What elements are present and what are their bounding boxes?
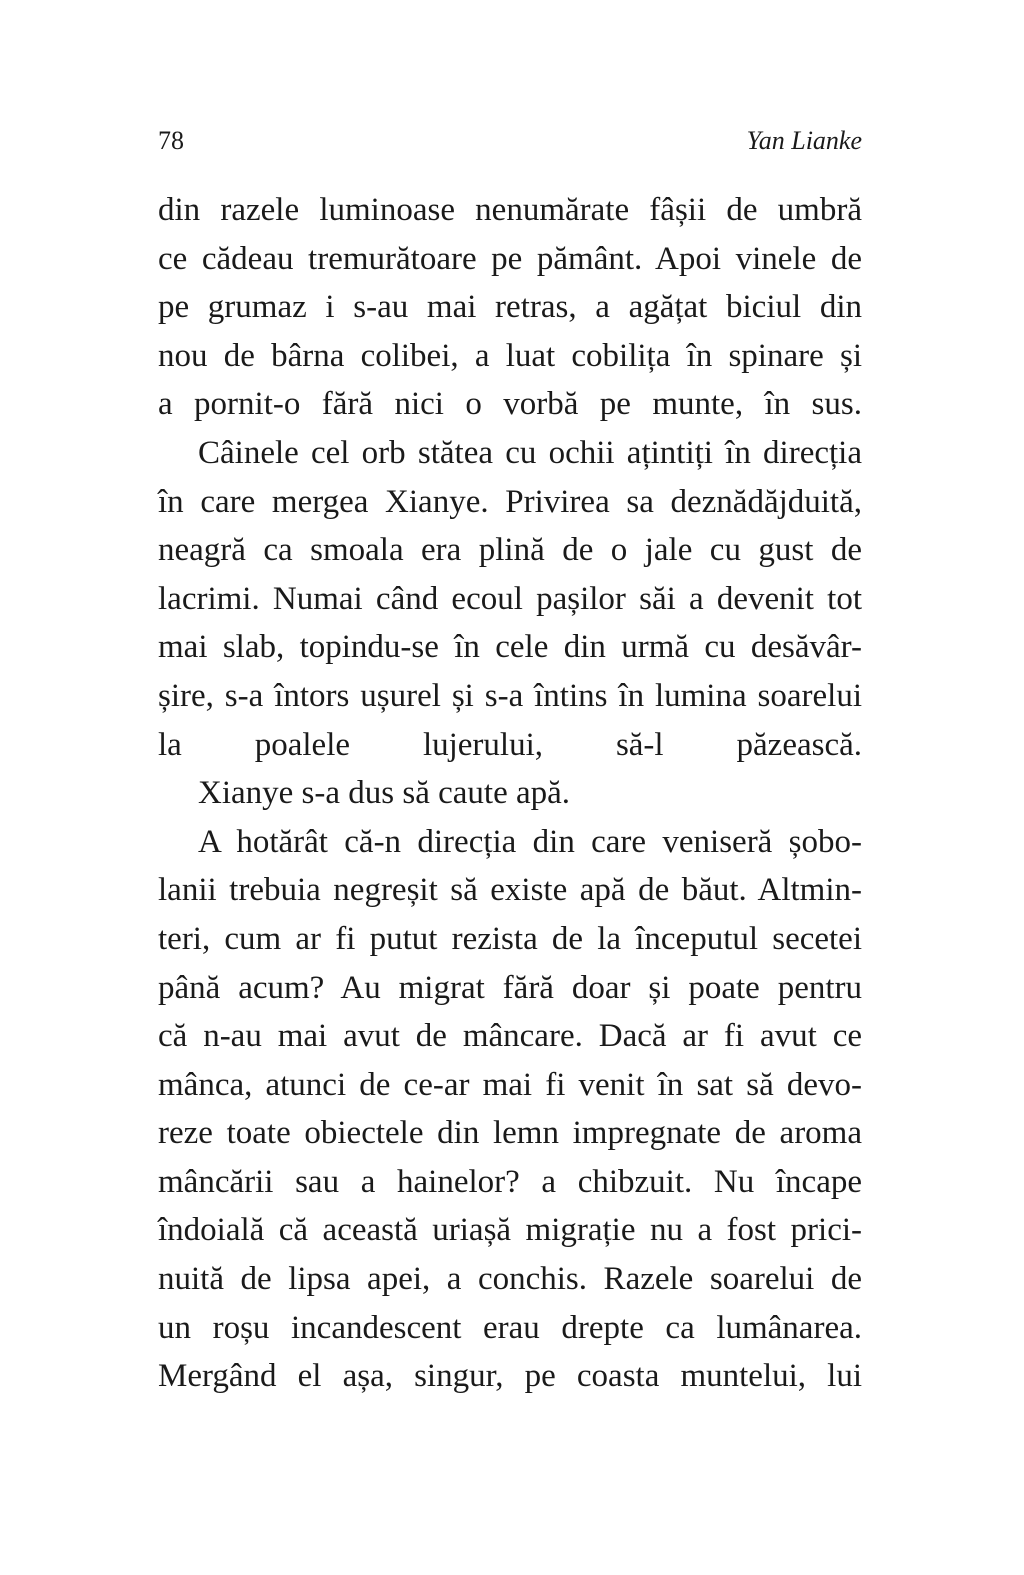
text-line: teri, cum ar fi putut rezista de la începutul secetei — [158, 920, 862, 957]
page-number: 78 — [158, 126, 184, 155]
text-line: ce cădeau tremurătoare pe pământ. Apoi vinele de — [158, 240, 862, 277]
text-line: neagră ca smoala era plină de o jale cu gust de — [158, 532, 862, 569]
text-line: Câinele cel orb stătea cu ochii ațintiți în direcția — [198, 434, 862, 471]
text-line: Mergând el așa, singur, pe coasta muntelui, lui — [158, 1358, 862, 1395]
text-line: la poalele lujerului, să-l păzească. — [158, 726, 862, 763]
text-line: șire, s-a întors ușurel și s-a întins în lumina soarelui — [158, 677, 862, 714]
text-line: lacrimi. Numai când ecoul pașilor săi a devenit tot — [158, 580, 862, 617]
paragraph — [158, 429, 862, 769]
text-line: îndoială că această uriașă migrație nu a fost prici- — [158, 1212, 862, 1249]
text-line: că n-au mai avut de mâncare. Dacă ar fi avut ce — [158, 1018, 862, 1055]
body-text — [158, 186, 862, 1401]
text-line: reze toate obiectele din lemn impregnate de aroma — [158, 1115, 862, 1152]
text-line: a pornit-o fără nici o vorbă pe munte, în sus. — [158, 386, 862, 423]
text-line: mânca, atunci de ce-ar mai fi venit în sat să devo- — [158, 1066, 862, 1103]
text-line: în care mergea Xianye. Privirea sa deznădăjduită, — [158, 483, 862, 520]
text-line: Xianye s-a dus să caute apă. — [198, 775, 571, 812]
page-header — [158, 121, 862, 161]
paragraph — [158, 769, 862, 818]
text-line: nuită de lipsa apei, a conchis. Razele soarelui de — [158, 1261, 862, 1298]
text-line: lanii trebuia negreșit să existe apă de băut. Altmin- — [158, 872, 862, 909]
text-line: A hotărât că-n direcția din care veniseră șobo- — [198, 823, 862, 860]
text-line: pe grumaz i s-au mai retras, a agățat biciul din — [158, 289, 862, 326]
text-line: mai slab, topindu-se în cele din urmă cu desăvâr- — [158, 629, 862, 666]
text-line: până acum? Au migrat fără doar și poate pentru — [158, 969, 862, 1006]
paragraph — [158, 818, 862, 1401]
paragraph — [158, 186, 862, 429]
text-line: nou de bârna colibei, a luat cobilița în spinare și — [158, 337, 862, 374]
text-line: un roșu incandescent erau drepte ca lumânarea. — [158, 1309, 862, 1346]
running-head-author: Yan Lianke — [746, 126, 862, 155]
text-line: mâncării sau a hainelor? a chibzuit. Nu încape — [158, 1163, 862, 1200]
text-line: din razele luminoase nenumărate fâșii de umbră — [158, 192, 862, 228]
